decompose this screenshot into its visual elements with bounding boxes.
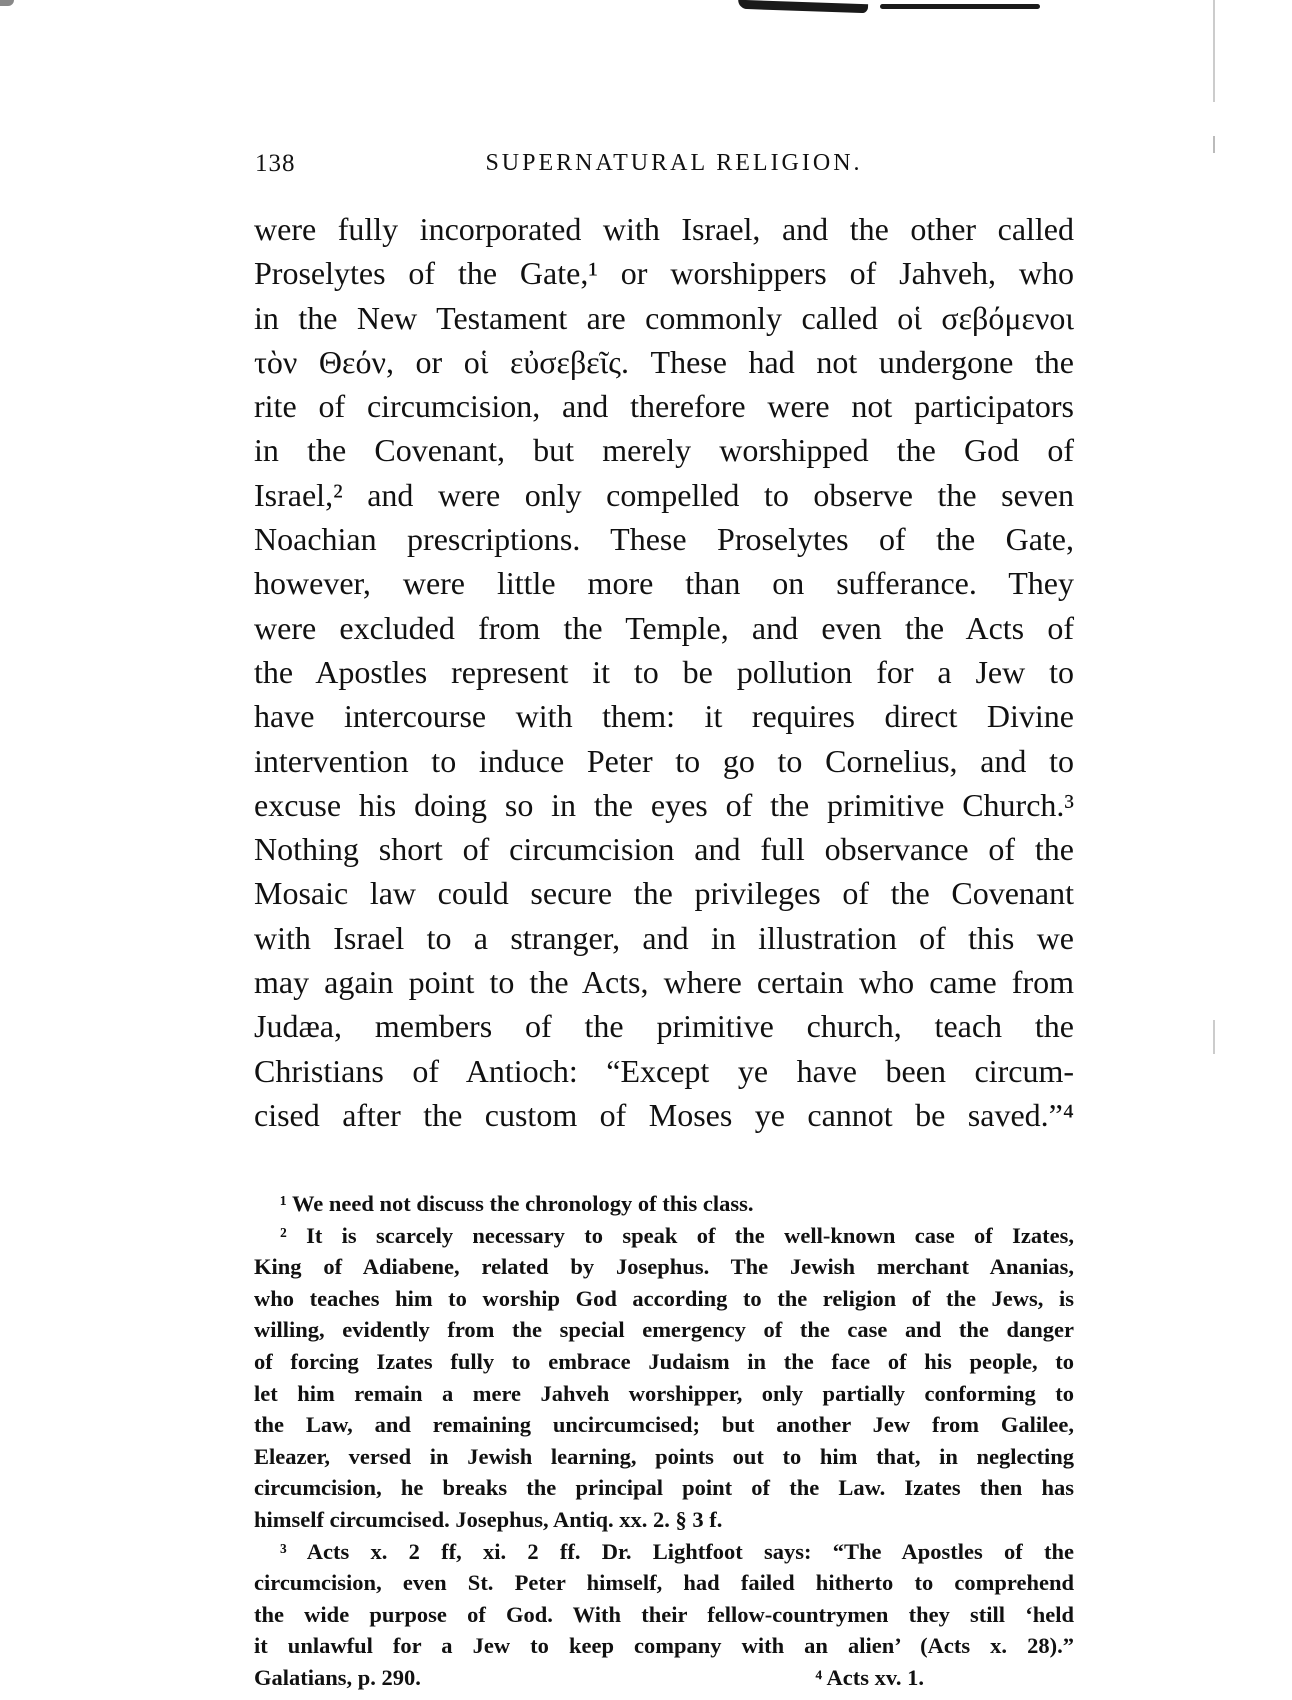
- footnotes: [254, 1188, 1074, 1694]
- text-line: Israel,² and were only compelled to observe the seven: [254, 476, 1074, 513]
- text-line: in the New Testament are commonly called οἱ σεβόμενοι: [254, 299, 1074, 336]
- footnote-2-line: himself circumcised. Josephus, Antiq. xx. 2. § 3 f.: [254, 1506, 723, 1532]
- footnote-1: ¹ We need not discuss the chronology of this class.: [280, 1191, 754, 1216]
- text-line: were excluded from the Temple, and even the Acts of: [254, 609, 1074, 646]
- footnote-3-line: circumcision, even St. Peter himself, had failed hitherto to comprehend: [254, 1570, 1074, 1596]
- footnote-2-line: the Law, and remaining uncircumcised; but another Jew from Galilee,: [254, 1412, 1074, 1438]
- text-line: have intercourse with them: it requires direct Divine: [254, 698, 1074, 735]
- running-head: [255, 150, 1073, 184]
- page-edge: [1213, 0, 1215, 1700]
- page-number: 138: [255, 150, 296, 177]
- ink-mark: [0, 0, 14, 6]
- text-line: may again point to the Acts, where certain who came from: [254, 964, 1074, 1001]
- footnote-2-line: King of Adiabene, related by Josephus. The Jewish merchant Ananias,: [254, 1254, 1074, 1280]
- footnote-2-line: ² It is scarcely necessary to speak of the well-known case of Izates,: [280, 1222, 1074, 1248]
- text-line: Nothing short of circumcision and full observance of the: [254, 831, 1074, 868]
- text-line: Mosaic law could secure the privileges of the Covenant: [254, 875, 1074, 912]
- footnote-3-end: Galatians, p. 290.: [254, 1664, 421, 1690]
- text-line: excuse his doing so in the eyes of the primitive Church.³: [254, 786, 1074, 823]
- footnote-2-line: circumcision, he breaks the principal point of the Law. Izates then has: [254, 1475, 1074, 1501]
- text-line: Judæa, members of the primitive church, teach the: [254, 1008, 1074, 1045]
- text-line: rite of circumcision, and therefore were not participators: [254, 388, 1074, 425]
- footnote-3-line: it unlawful for a Jew to keep company with an alien’ (Acts x. 28).”: [254, 1633, 1074, 1659]
- footnote-final-line: [254, 1662, 1074, 1694]
- text-line: the Apostles represent it to be pollution for a Jew to: [254, 653, 1074, 690]
- text-line: were fully incorporated with Israel, and the other called: [254, 211, 1074, 247]
- footnote-2-line: of forcing Izates fully to embrace Judaism in the face of his people, to: [254, 1348, 1074, 1374]
- footnote-2-line: who teaches him to worship God according to the religion of the Jews, is: [254, 1285, 1074, 1311]
- text-line: in the Covenant, but merely worshipped the God of: [254, 432, 1074, 469]
- footnote-2-line: Eleazer, versed in Jewish learning, points out to him that, in neglecting: [254, 1443, 1074, 1469]
- footnote-3-line: ³ Acts x. 2 ff, xi. 2 ff. Dr. Lightfoot says: “The Apostles of the: [280, 1538, 1074, 1564]
- footnote-2-line: willing, evidently from the special emergency of the case and the danger: [254, 1317, 1074, 1343]
- ink-mark: [738, 0, 868, 13]
- text-line: τὸν Θεόν, or οἱ εὐσεβεῖς. These had not undergone the: [254, 343, 1074, 380]
- running-title: SUPERNATURAL RELIGION.: [485, 150, 863, 176]
- body-text: [254, 207, 1074, 1137]
- text-line: Proselytes of the Gate,¹ or worshippers of Jahveh, who: [254, 255, 1074, 292]
- text-line: however, were little more than on sufferance. They: [254, 565, 1074, 602]
- ink-mark: [880, 4, 1040, 9]
- text-line: Christians of Antioch: “Except ye have been circum-: [254, 1052, 1074, 1089]
- text-line: intervention to induce Peter to go to Cornelius, and to: [254, 742, 1074, 779]
- footnote-3-line: the wide purpose of God. With their fellow-countrymen they still ‘held: [254, 1601, 1074, 1627]
- footnote-2-line: let him remain a mere Jahveh worshipper, only partially conforming to: [254, 1380, 1074, 1406]
- text-line: cised after the custom of Moses ye cannot be saved.”⁴: [254, 1096, 1074, 1133]
- text-line: Noachian prescriptions. These Proselytes of the Gate,: [254, 521, 1074, 558]
- text-line: with Israel to a stranger, and in illustration of this we: [254, 919, 1074, 956]
- footnote-4: ⁴ Acts xv. 1.: [815, 1664, 924, 1690]
